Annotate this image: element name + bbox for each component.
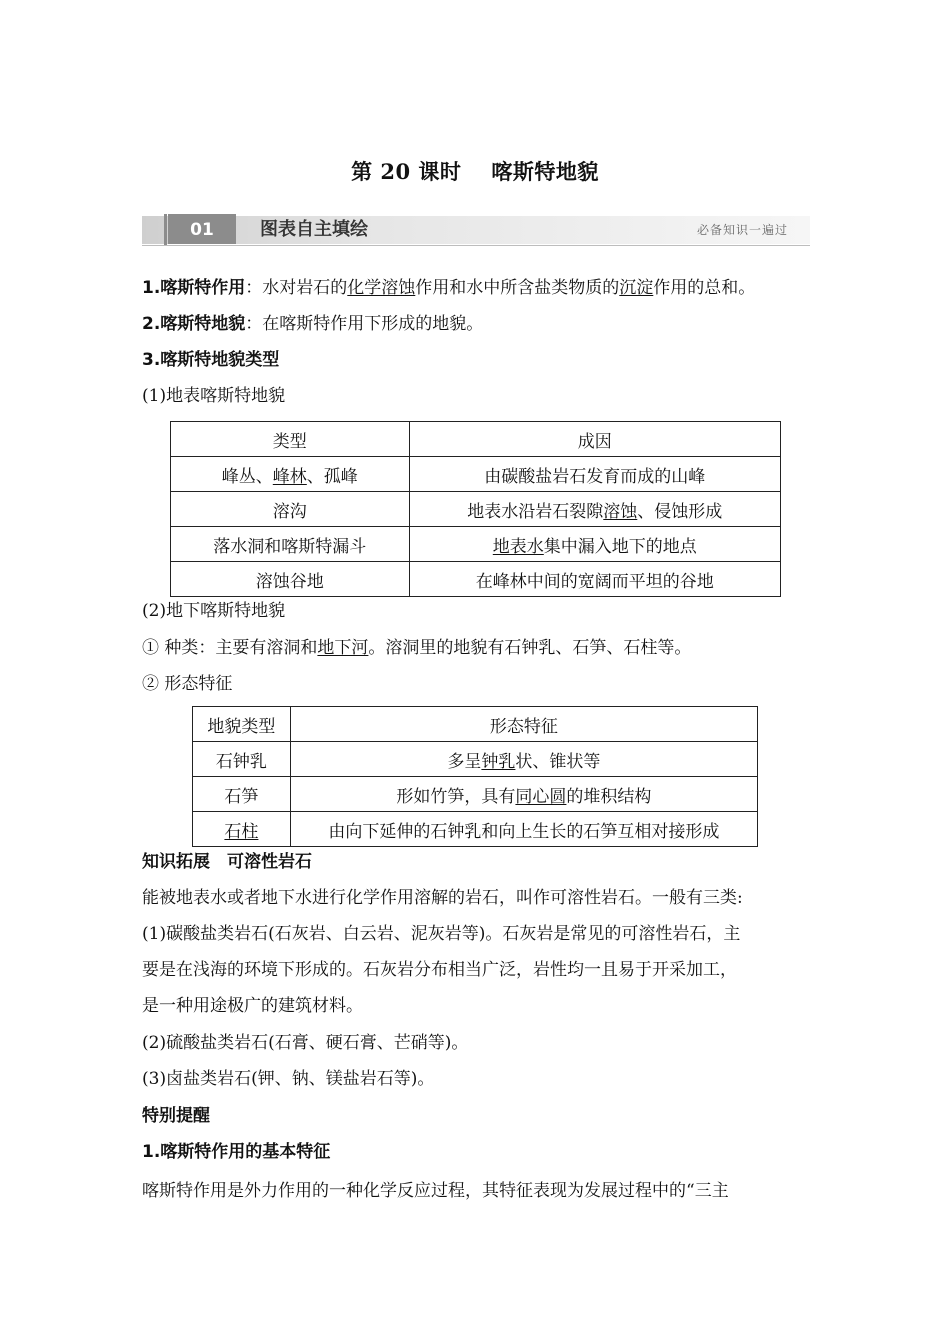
extension-paragraph: 要是在浅海的环境下形成的。石灰岩分布相当广泛，岩性均一且易于开采加工， (142, 960, 737, 980)
section-number: 01 (168, 214, 236, 244)
note-paragraph: 喀斯特作用是外力作用的一种化学反应过程，其特征表现为发展过程中的“三主 (142, 1181, 729, 1201)
section-label: 图表自主填绘 (260, 219, 368, 240)
table-row: 石钟乳 多呈钟乳状、锥状等 (193, 742, 758, 777)
subheading-surface: (1)地表喀斯特地貌 (142, 386, 286, 406)
blank-answer: 化学溶蚀 (347, 278, 416, 298)
table-header-row (171, 422, 781, 457)
section-tagline: 必备知识一遍过 (696, 223, 788, 237)
surface-karst-table (170, 421, 781, 597)
blank-answer: 地下河 (317, 638, 369, 658)
note-subheading: 1.喀斯特作用的基本特征 (142, 1142, 331, 1162)
underground-types: ① 种类：主要有溶洞和地下河。溶洞里的地貌有石钟乳、石笋、石柱等。 (142, 638, 692, 658)
table-row: 石柱 由向下延伸的石钟乳和向上生长的石笋互相对接形成 (193, 812, 758, 847)
blank-answer: 钟乳 (481, 751, 516, 772)
extension-paragraph: 能被地表水或者地下水进行化学作用溶解的岩石，叫作可溶性岩石。一般有三类: (142, 888, 743, 908)
section-banner (142, 214, 810, 246)
table-header-row (193, 707, 758, 742)
blank-answer: 同心圆 (515, 786, 567, 807)
blank-answer: 石柱 (224, 821, 259, 842)
table-header: 形态特征 (290, 707, 757, 742)
subheading-morphology: ② 形态特征 (142, 674, 233, 694)
definition-karst-process: 1.喀斯特作用：水对岩石的化学溶蚀作用和水中所含盐类物质的沉淀作用的总和。 (142, 278, 756, 298)
table-row: 石笋 形如竹笋，具有同心圆的堆积结构 (193, 777, 758, 812)
table-header: 成因 (409, 422, 780, 457)
table-row: 峰丛、峰林、孤峰 由碳酸盐岩石发育而成的山峰 (171, 457, 781, 492)
heading-landform-types: 3.喀斯特地貌类型 (142, 350, 280, 370)
underground-karst-table (192, 706, 758, 847)
blank-answer: 峰林 (272, 466, 307, 487)
table-row: 溶沟 地表水沿岩石裂隙溶蚀、侵蚀形成 (171, 492, 781, 527)
extension-paragraph: (3)卤盐类岩石(钾、钠、镁盐岩石等)。 (142, 1069, 435, 1089)
definition-karst-landform: 2.喀斯特地貌：在喀斯特作用下形成的地貌。 (142, 314, 484, 334)
blank-answer: 地表水 (492, 536, 544, 557)
title-lesson: 第 20 课时 (351, 159, 462, 184)
table-header: 地貌类型 (193, 707, 291, 742)
extension-heading: 知识拓展 可溶性岩石 (142, 852, 312, 872)
extension-paragraph: (2)硫酸盐类岩石(石膏、硬石膏、芒硝等)。 (142, 1033, 469, 1053)
note-heading: 特别提醒 (142, 1106, 210, 1126)
table-header: 类型 (171, 422, 410, 457)
extension-paragraph: (1)碳酸盐类岩石(石灰岩、白云岩、泥灰岩等)。石灰岩是常见的可溶性岩石，主 (142, 924, 741, 944)
blank-answer: 沉淀 (619, 278, 654, 298)
page-title (0, 156, 950, 186)
blank-answer: 溶蚀 (603, 501, 638, 522)
table-row: 溶蚀谷地 在峰林中间的宽阔而平坦的谷地 (171, 562, 781, 597)
table-row: 落水洞和喀斯特漏斗 地表水集中漏入地下的地点 (171, 527, 781, 562)
subheading-underground: (2)地下喀斯特地貌 (142, 601, 286, 621)
extension-paragraph: 是一种用途极广的建筑材料。 (142, 996, 363, 1016)
title-topic: 喀斯特地貌 (491, 159, 599, 184)
